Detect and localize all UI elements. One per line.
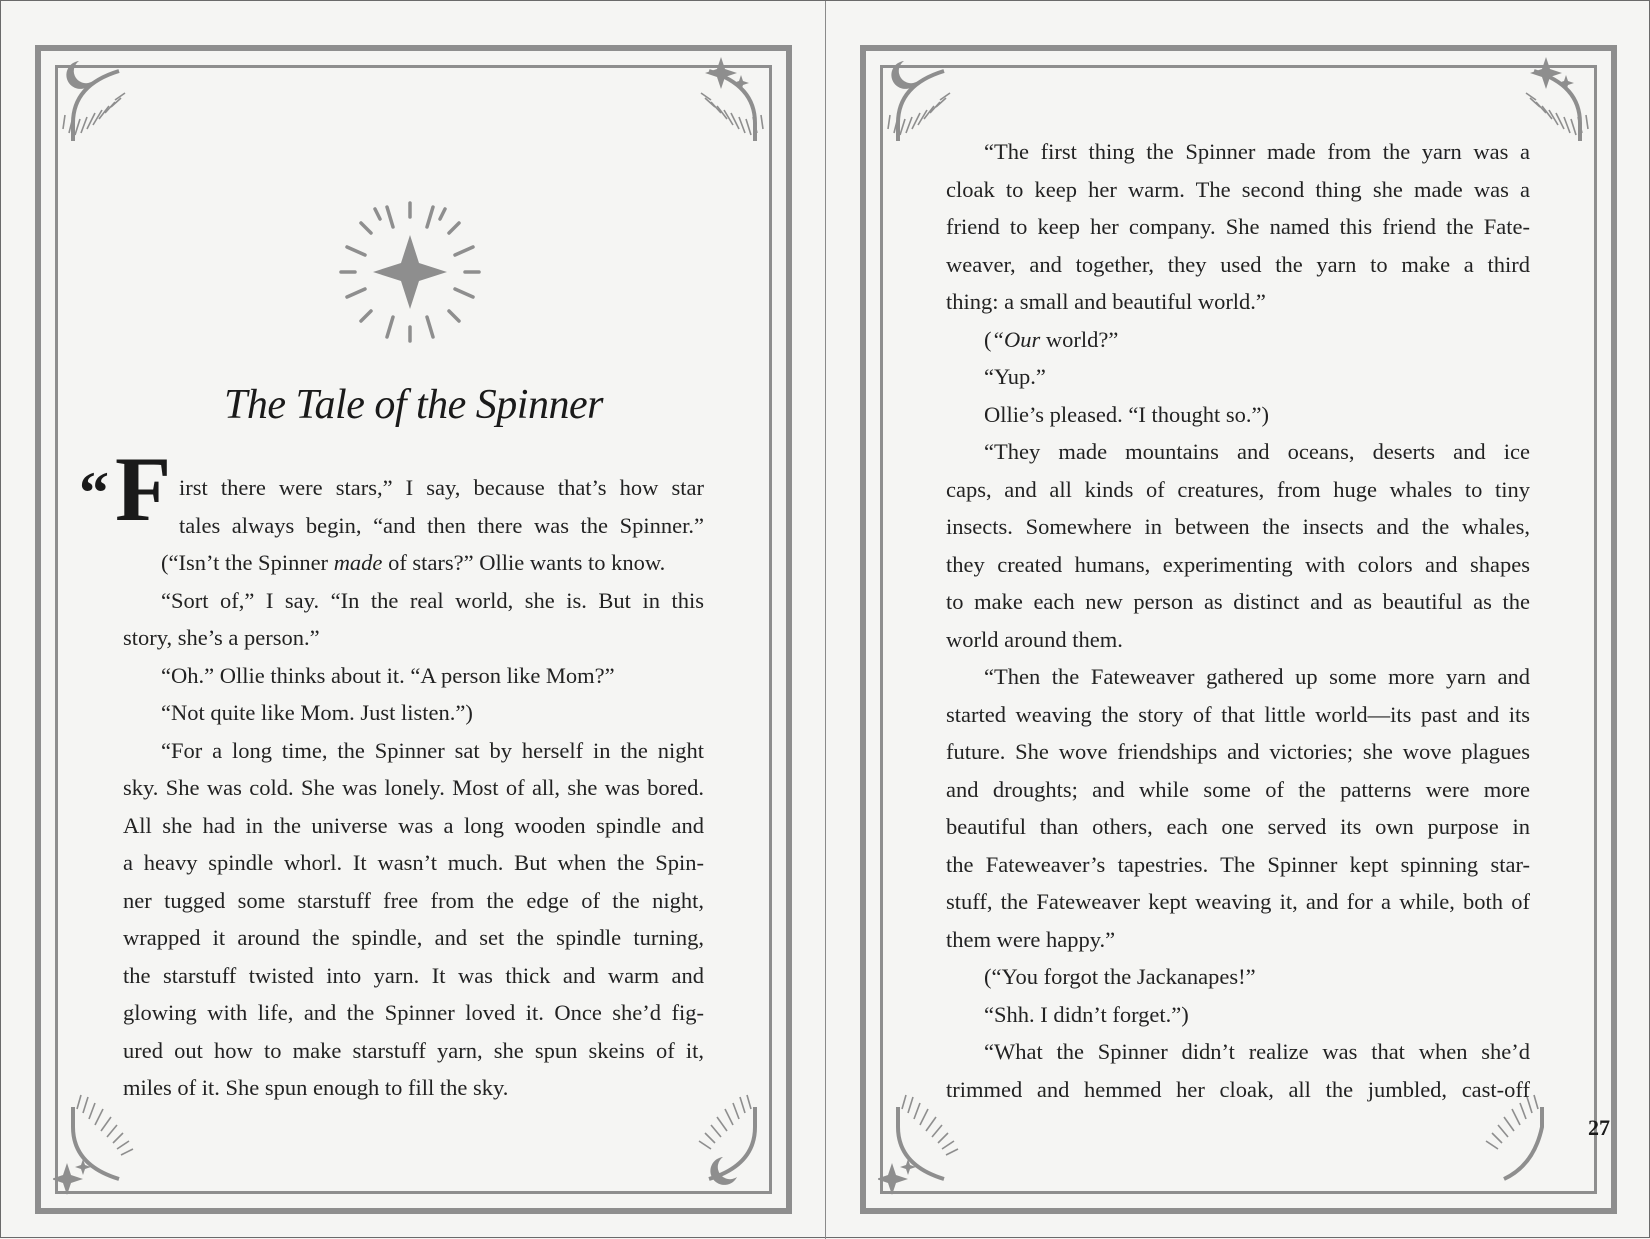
text-line: them were happy.” — [946, 926, 1116, 952]
text-line: caps, and all kinds of creatures, from huge whales to tiny — [946, 476, 1530, 502]
text-line: “Shh. I didn’t forget.”) — [984, 1001, 1189, 1027]
text-line: thing: a small and beautiful world.” — [946, 289, 1266, 314]
text-line: future. She wove friendships and victories; she wove plagues — [946, 739, 1530, 764]
text-line: “The first thing the Spinner made from the yarn was a — [984, 139, 1530, 164]
text-line: (“You forgot the Jackanapes!” — [984, 964, 1256, 989]
text-line: “Then the Fateweaver gathered up some more yarn and — [984, 664, 1530, 689]
text-line: “Oh.” Ollie thinks about it. “A person like Mom?” — [161, 662, 615, 688]
body-text — [123, 544, 704, 1107]
text-line: to make each new person as distinct and as beautiful as the — [946, 589, 1530, 614]
chapter-title: The Tale of the Spinner — [224, 382, 603, 428]
text-line: beautiful than others, each one served its own purpose in — [946, 814, 1530, 839]
body-text — [946, 133, 1530, 1108]
text-line: All she had in the universe was a long wooden spindle and — [123, 812, 704, 838]
text-line: started weaving the story of that little world—its past and its — [946, 701, 1530, 727]
page-number: 27 — [1588, 1115, 1610, 1140]
text-line: world around them. — [946, 626, 1123, 652]
text-line: “Not quite like Mom. Just listen.”) — [161, 700, 473, 725]
text-line: ner tugged some starstuff free from the edge of the night, — [123, 887, 704, 913]
text-line: stuff, the Fateweaver kept weaving it, and for a while, both of — [946, 889, 1530, 914]
drop-cap — [79, 438, 172, 543]
text-line: irst there were stars,” I say, because that’s how star — [179, 475, 704, 500]
text-line: ured out how to make starstuff yarn, she spun skeins of it, — [123, 1037, 704, 1063]
left-page — [1, 1, 825, 1239]
text-line: “For a long time, the Spinner sat by herself in the night — [161, 737, 704, 763]
text-line: glowing with life, and the Spinner loved it. Once she’d fig- — [123, 1000, 704, 1025]
text-line: Ollie’s pleased. “I thought so.”) — [984, 401, 1269, 427]
text-line: story, she’s a person.” — [123, 625, 320, 650]
text-line: they created humans, experimenting with colors and shapes — [946, 551, 1530, 577]
text-line: trimmed and hemmed her cloak, all the jumbled, cast-off — [946, 1076, 1530, 1102]
text-line: (“Our world?” — [984, 326, 1119, 352]
text-line: miles of it. She spun enough to fill the sky. — [123, 1075, 509, 1100]
text-line: “What the Spinner didn’t realize was that when she’d — [984, 1039, 1530, 1064]
text-line: insects. Somewhere in between the insects and the whales, — [946, 514, 1530, 539]
sparkle-corner-ornament-icon — [663, 53, 773, 163]
text-line: the Fateweaver’s tapestries. The Spinner kept spinning star- — [946, 851, 1530, 877]
text-line: friend to keep her company. She named this friend the Fate- — [946, 214, 1530, 239]
radiating-star-icon — [335, 197, 485, 347]
text-line: sky. She was cold. She was lonely. Most of all, she was bored. — [123, 775, 704, 800]
text-line: “They made mountains and oceans, deserts and ice — [984, 439, 1530, 464]
text-line: (“Isn’t the Spinner made of stars?” Ollie wants to know. — [161, 550, 666, 575]
text-line: “Yup.” — [984, 364, 1046, 389]
text-line: wrapped it around the spindle, and set the spindle turning, — [123, 925, 704, 950]
text-line: and droughts; and while some of the patterns were more — [946, 776, 1530, 802]
drop-cap-quote: “ — [79, 460, 109, 526]
drop-cap-letter: F — [115, 438, 172, 540]
right-page — [826, 1, 1650, 1239]
text-line: the starstuff twisted into yarn. It was thick and warm and — [123, 962, 704, 988]
text-line: “Sort of,” I say. “In the real world, she is. But in this — [161, 587, 704, 613]
moon-corner-ornament-icon — [53, 53, 163, 163]
text-line: cloak to keep her warm. The second thing she made was a — [946, 176, 1530, 202]
text-line: a heavy spindle whorl. It wasn’t much. But when the Spin- — [123, 850, 704, 875]
text-line: weaver, and together, they used the yarn to make a third — [946, 251, 1530, 277]
text-line: tales always begin, “and then there was the Spinner.” — [179, 512, 704, 538]
opening-lines — [179, 469, 704, 544]
